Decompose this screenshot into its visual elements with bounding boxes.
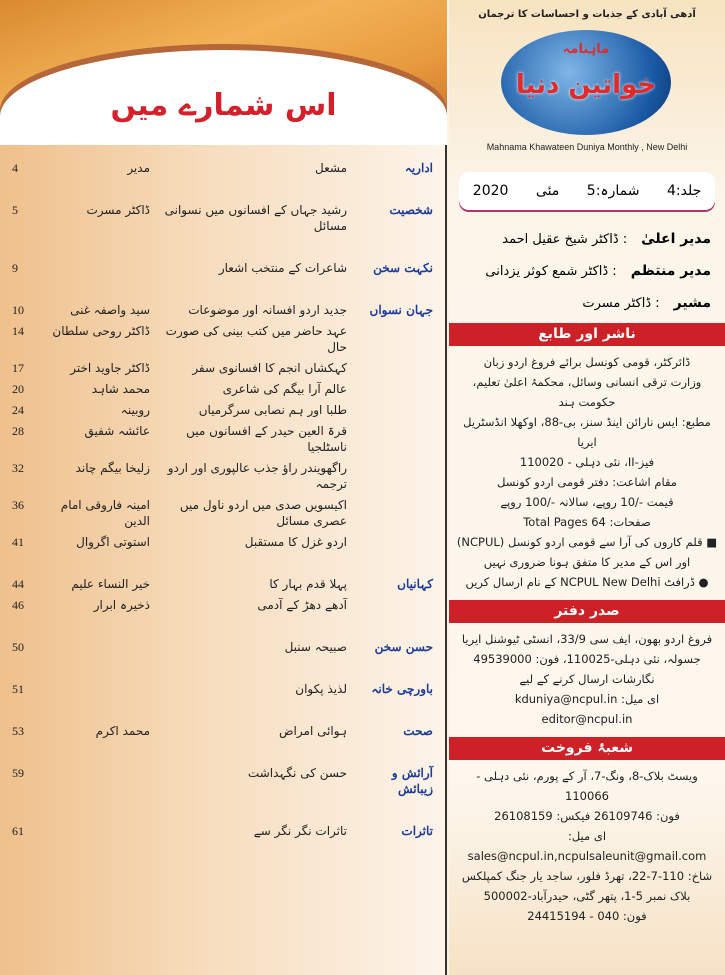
toc-title: حسن کی نگہداشت [247, 766, 347, 780]
toc-author: سید واصفہ غنی [70, 303, 150, 317]
toc-page: 51 [12, 682, 24, 696]
toc-title: جدید اردو افسانہ اور موضوعات [188, 303, 347, 317]
toc-author: استوتی اگروال [76, 535, 150, 549]
toc-page: 61 [12, 824, 24, 838]
month: مئی [535, 183, 560, 199]
toc-row [12, 639, 433, 655]
toc-row [12, 402, 433, 418]
toc-title: تاثرات نگر نگر سے [253, 824, 347, 838]
editor-role: مدیر اعلیٰ [641, 231, 711, 247]
publisher-line: ■ قلم کاروں کی آرا سے قومی اردو کونسل (NCPUL) [456, 535, 718, 549]
sales-line: ای میل: sales@ncpul.in,ncpulsaleunit@gmail.com [467, 829, 707, 863]
toc-category: شخصیت [389, 203, 433, 217]
issue-box [459, 172, 715, 210]
toc-row [12, 423, 433, 455]
toc-title: ہوائی امراض [279, 724, 347, 738]
editor-name: : ڈاکٹر شمع کوثر یزدانی [485, 264, 617, 279]
office-heading: صدر دفتر [449, 600, 725, 623]
toc-page: 5 [12, 203, 18, 217]
advisor [457, 294, 711, 313]
issue-number: شمارہ:5 [586, 183, 640, 199]
toc-title: عالم آرا بیگم کی شاعری [222, 382, 347, 396]
publisher-line: قیمت -/10 روپے، سالانہ -/100 روپے [500, 495, 674, 509]
office-line: editor@ncpul.in [541, 712, 633, 726]
toc-row [12, 323, 433, 355]
publisher-line: فیز-II، نئی دہلی - 110020 [519, 455, 655, 469]
sales-line: فون: 040 - 24415194 [527, 909, 647, 923]
sales-section [449, 760, 725, 934]
toc-title: رشید جہاں کے افسانوں میں نسوانی مسائل [164, 203, 347, 233]
volume: جلد:4 [666, 183, 702, 199]
publisher-line: مطبع: ایس نارائن اینڈ سنز، بی-88، اوکھلا انڈسٹریل ایریا [463, 415, 711, 449]
toc-author: زلیخا بیگم چاند [75, 461, 150, 475]
toc-row [12, 202, 433, 234]
publisher-line: ● ڈرافٹ NCPUL New Delhi کے نام ارسال کریں [465, 575, 709, 589]
toc-row [12, 360, 433, 376]
toc-row [12, 597, 433, 613]
decorative-banner [0, 0, 447, 145]
toc-category: باورچی خانہ [371, 682, 433, 696]
toc-page: 9 [12, 261, 18, 275]
logo-name: خواتین دنیا [515, 70, 657, 100]
toc-author: روبینہ [120, 403, 150, 417]
tagline: آدھی آبادی کے جذبات و احساسات کا ترجمان [478, 9, 696, 20]
toc-row [12, 681, 433, 697]
office-line: ای میل: kduniya@ncpul.in [514, 692, 660, 706]
toc-page: 41 [12, 535, 24, 549]
toc-title: قرۃ العین حیدر کے افسانوں میں ناسٹلجیا [186, 424, 347, 454]
toc-page: 20 [12, 382, 24, 396]
toc-category: اداریہ [404, 161, 433, 175]
toc-row [12, 460, 433, 492]
contents-list [0, 160, 445, 839]
toc-page: 50 [12, 640, 24, 654]
toc-title: طلبا اور ہم نصابی سرگرمیاں [198, 403, 347, 417]
toc-row [12, 302, 433, 318]
toc-row [12, 260, 433, 276]
managing-editor [457, 262, 711, 281]
sales-line: ویسٹ بلاک-8، ونگ-7، آر کے پورم، نئی دہلی - 110066 [476, 769, 698, 803]
toc-row [12, 576, 433, 592]
sales-line: بلاک نمبر 5-1، پتھر گٹی، حیدرآباد-500002 [483, 889, 691, 903]
toc-category: نکہت سخن [373, 261, 433, 275]
toc-author: محمد اکرم [95, 724, 150, 738]
toc-title: لذیذ پکوان [295, 682, 347, 696]
logo-monthly: ماہنامہ [562, 42, 610, 57]
editor-in-chief [457, 230, 711, 249]
toc-title: مشعل [314, 161, 347, 175]
toc-page: 53 [12, 724, 24, 738]
sales-line: فون: 26109746 فیکس: 26108159 [494, 809, 680, 823]
toc-author: امینہ فاروقی امام الدین [60, 498, 150, 528]
toc-row [12, 723, 433, 739]
toc-category: آرائش و زیبائش [391, 766, 433, 796]
globe-logo [501, 30, 671, 135]
toc-page: 46 [12, 598, 24, 612]
toc-title: کہکشاں انجم کا افسانوی سفر [192, 361, 347, 375]
toc-title: پہلا قدم بہار کا [269, 577, 347, 591]
toc-page: 24 [12, 403, 24, 417]
toc-title: اردو غزل کا مستقبل [244, 535, 347, 549]
sales-heading: شعبۂ فروخت [449, 737, 725, 760]
toc-category: تاثرات [401, 824, 433, 838]
editor-name: : ڈاکٹر شیخ عقیل احمد [502, 232, 628, 247]
toc-category: صحت [403, 724, 433, 738]
publisher-heading: ناشر اور طابع [449, 323, 725, 346]
toc-page: 17 [12, 361, 24, 375]
info-sections [449, 323, 725, 934]
toc-row [12, 160, 433, 176]
publisher-line: صفحات: Total Pages 64 [523, 515, 651, 529]
office-section [449, 623, 725, 737]
toc-page: 36 [12, 498, 24, 512]
publisher-line: مقام اشاعت: دفتر قومی اردو کونسل [497, 475, 677, 489]
toc-row [12, 534, 433, 550]
toc-author: محمد شاہد [91, 382, 150, 396]
year: 2020 [472, 183, 509, 199]
toc-row [12, 381, 433, 397]
toc-page: 44 [12, 577, 24, 591]
toc-page: 10 [12, 303, 24, 317]
contents-title: اس شمارے میں [110, 88, 337, 123]
toc-title: عہد حاضر میں کتب بینی کی صورت حال [165, 324, 347, 354]
toc-row [12, 823, 433, 839]
toc-category: کہانیاں [397, 577, 433, 591]
office-line: جسولہ، نئی دہلی-110025، فون: 49539000 [473, 652, 701, 666]
toc-category: حسن سخن [374, 640, 433, 654]
toc-row [12, 765, 433, 797]
toc-page: 14 [12, 324, 24, 338]
toc-title: آدھے دھڑ کے آدمی [257, 598, 347, 612]
editor-role: مدیر منتظم [630, 263, 711, 279]
toc-page: 28 [12, 424, 24, 438]
office-line: فروغ اردو بھون، ایف سی 33/9، انسٹی ٹیوشنل ایریا [461, 632, 713, 646]
publisher-section [449, 346, 725, 600]
toc-page: 32 [12, 461, 24, 475]
toc-category: جہان نسواں [369, 303, 433, 317]
toc-author: خیر النساء علیم [71, 577, 150, 591]
toc-page: 4 [12, 161, 18, 175]
toc-author: ڈاکٹر جاوید اختر [70, 361, 150, 375]
toc-title: اکیسویں صدی میں اردو ناول میں عصری مسائل [179, 498, 347, 528]
toc-title: راگھویندر راؤ جذب عالپوری اور اردو ترجمہ [167, 461, 347, 491]
sales-line: شاخ: 110-7-22، تھرڈ فلور، ساجد یار جنگ کمپلکس [461, 869, 713, 883]
toc-row [12, 497, 433, 529]
publisher-line: اور اس کے مدیر کا متفق ہونا ضروری نہیں [483, 555, 691, 569]
office-line: نگارشات ارسال کرنے کے لیے [519, 672, 655, 686]
toc-title: صبیحہ سنبل [284, 640, 347, 654]
editor-role: مشیر [673, 295, 711, 311]
publisher-line: ڈائرکٹر، قومی کونسل برائے فروغ اردو زبان [483, 355, 691, 369]
toc-author: ڈاکٹر روحی سلطان [52, 324, 150, 338]
editor-name: : ڈاکٹر مسرت [582, 296, 660, 311]
publisher-line: وزارت ترقی انسانی وسائل، محکمۂ اعلیٰ تعلیم، حکومت ہند [472, 375, 702, 409]
toc-title: شاعرات کے منتخب اشعار [218, 261, 347, 275]
english-title: Mahnama Khawateen Duniya Monthly , New Delhi [486, 142, 688, 152]
toc-author: ذخیرہ ابرار [93, 598, 150, 612]
toc-page: 59 [12, 766, 24, 780]
toc-author: ڈاکٹر مسرت [86, 203, 150, 217]
masthead-panel [449, 0, 725, 975]
toc-author: مدیر [127, 161, 150, 175]
toc-author: عائشہ شفیق [84, 424, 150, 438]
